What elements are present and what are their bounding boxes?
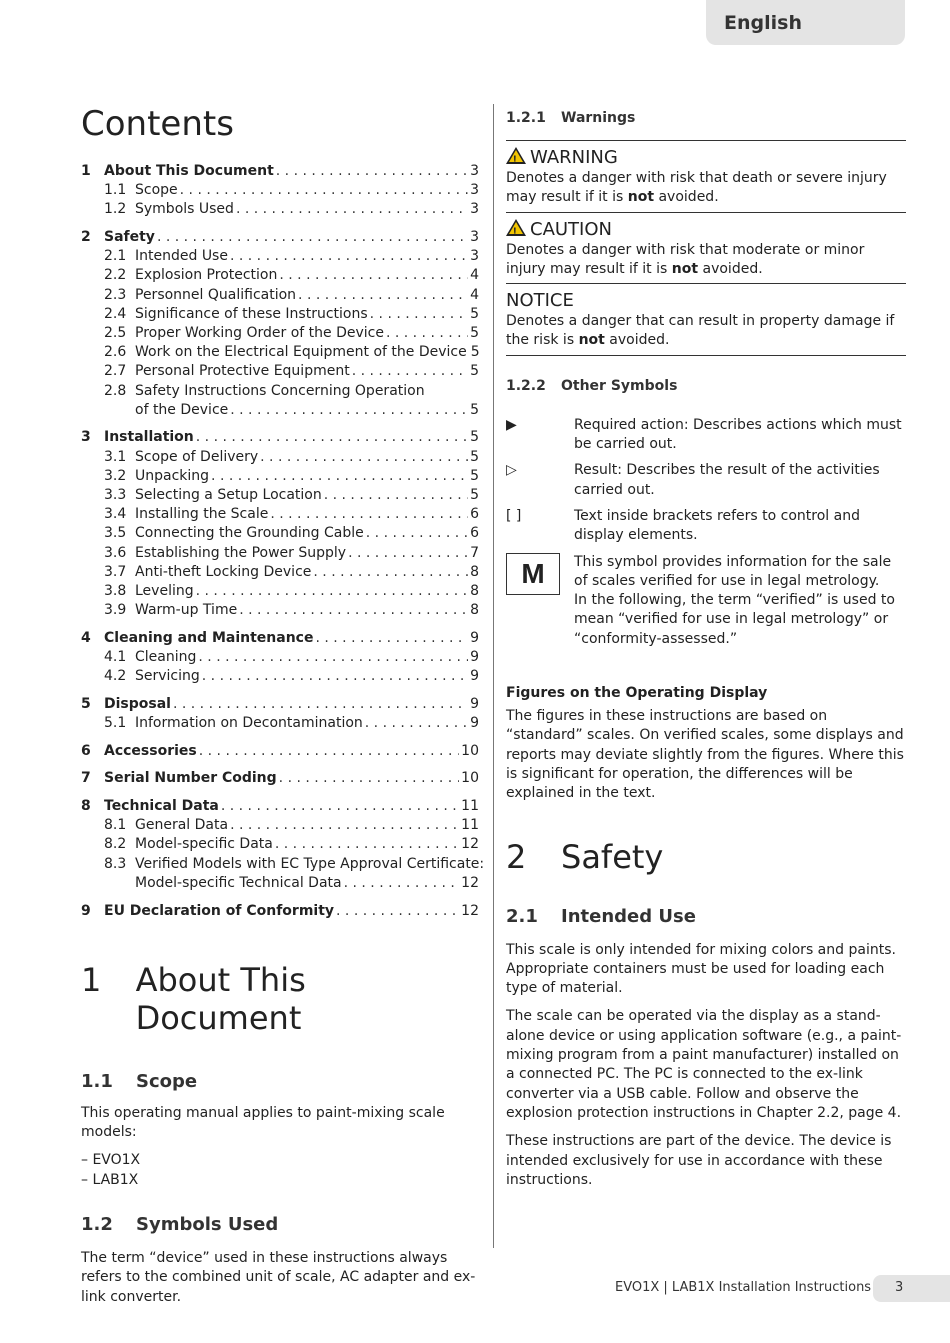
toc-page: 8 xyxy=(470,582,479,599)
toc-entry[interactable] xyxy=(81,544,479,563)
toc-entry[interactable] xyxy=(81,362,479,381)
toc-title: General Data xyxy=(135,817,229,834)
toc-page: 8 xyxy=(470,563,479,580)
model-list xyxy=(81,1151,479,1190)
toc-number: 2 xyxy=(81,229,91,246)
toc-number: 2.7 xyxy=(104,363,127,380)
toc-leader xyxy=(279,769,460,788)
toc-number: 3.9 xyxy=(104,602,127,619)
toc-page: 11 xyxy=(461,817,479,834)
toc-page: 10 xyxy=(461,770,479,787)
caution-label: CAUTION xyxy=(530,218,612,240)
language-tab xyxy=(706,0,905,45)
chapter-title: About This Document xyxy=(135,960,306,1037)
text-part: avoided. xyxy=(654,189,719,206)
toc-leader xyxy=(236,200,468,219)
list-item: – LAB1X xyxy=(81,1171,479,1190)
toc-entry[interactable] xyxy=(81,582,479,601)
section-number: 1.2.1 xyxy=(506,110,546,126)
brackets-icon: [ ] xyxy=(506,507,522,524)
toc-entry[interactable] xyxy=(81,629,479,648)
toc-leader xyxy=(276,162,468,181)
toc-page: 8 xyxy=(470,602,479,619)
toc-number: 3.4 xyxy=(104,506,127,523)
toc-leader xyxy=(196,428,468,447)
toc-page: 5 xyxy=(470,305,479,322)
section-title: Scope xyxy=(136,1070,198,1092)
language-label: English xyxy=(724,12,802,34)
section-1-1-heading xyxy=(81,1071,479,1092)
toc-title: of the Device xyxy=(135,401,229,418)
toc-leader xyxy=(336,902,459,921)
toc-gap xyxy=(81,893,479,902)
toc-leader xyxy=(270,505,468,524)
toc-title: Personal Protective Equipment xyxy=(135,363,350,380)
toc-entry[interactable] xyxy=(81,563,479,582)
text-part: Denotes a danger with risk that death or severe injury may result if it is xyxy=(506,170,887,206)
toc-title: Anti-theft Locking Device xyxy=(135,563,312,580)
page-number-box xyxy=(873,1275,950,1302)
divider-line xyxy=(506,283,906,284)
section-title: Intended Use xyxy=(561,905,696,927)
symbol-description: Text inside brackets refers to control and display elements. xyxy=(574,507,860,544)
symbol-description: Result: Describes the result of the activities carried out. xyxy=(574,462,880,498)
toc-title: Personnel Qualification xyxy=(135,286,297,303)
toc-entry[interactable] xyxy=(81,448,479,467)
toc-gap xyxy=(81,420,479,429)
toc-title: Selecting a Setup Location xyxy=(135,486,322,503)
toc-gap xyxy=(81,620,479,629)
symbols-used-text: The term “device” used in these instructions always refers to the combined unit of scale, AC adapter and ex-link converter. xyxy=(81,1249,476,1305)
toc-entry[interactable] xyxy=(81,742,479,761)
text-part: Denotes a danger that can result in property damage if the risk is xyxy=(506,313,895,349)
divider-line xyxy=(506,140,906,141)
toc-page: 9 xyxy=(470,629,479,646)
toc-entry[interactable] xyxy=(81,324,479,343)
toc-entry[interactable] xyxy=(81,505,479,524)
chapter-number: 1 xyxy=(81,960,102,999)
toc-title: Servicing xyxy=(135,668,200,685)
intended-use-para-2: The scale can be operated via the display as a stand-alone device or using application software (e.g., a paint-mixing program from a paint manufacturer) installed on a connected PC. The PC is connected to the ex-link converter via a USB cable. Follow and observe the explosion protection instructions in Chapter 2.2, page 4. xyxy=(506,1008,902,1121)
toc-leader xyxy=(365,714,468,733)
right-column xyxy=(506,104,906,1190)
toc-gap xyxy=(81,220,479,229)
toc-title: Proper Working Order of the Device xyxy=(135,324,384,341)
notice-title: NOTICE xyxy=(506,290,574,312)
toc-leader xyxy=(196,582,468,601)
toc-title: Cleaning xyxy=(135,648,197,665)
toc-leader xyxy=(198,648,468,667)
toc-title: Scope of Delivery xyxy=(135,448,259,465)
toc-entry[interactable] xyxy=(81,467,479,486)
caution-title xyxy=(506,219,906,241)
toc-page: 3 xyxy=(470,182,479,199)
toc-page: 3 xyxy=(470,229,479,246)
toc-title: Work on the Electrical Equipment of the Device xyxy=(135,344,467,361)
warning-text xyxy=(506,169,906,208)
section-number: 1.2 xyxy=(81,1213,113,1235)
toc-number: 2.4 xyxy=(104,305,127,322)
play-outline-icon: ▷ xyxy=(506,462,517,479)
left-column xyxy=(81,104,485,1307)
toc-title: Installing the Scale xyxy=(135,506,269,523)
toc-leader xyxy=(180,181,468,200)
toc-leader xyxy=(157,228,468,247)
metrology-m-icon: M xyxy=(506,553,560,595)
toc-title: Significance of these Instructions xyxy=(135,305,368,322)
chapter-1-heading xyxy=(81,961,479,1037)
toc-title: About This Document xyxy=(104,162,274,179)
toc-title: Connecting the Grounding Cable xyxy=(135,525,364,542)
toc-gap xyxy=(81,686,479,695)
toc-number: 3.7 xyxy=(104,563,127,580)
toc-page: 10 xyxy=(461,742,479,759)
toc-number: 2.1 xyxy=(104,248,127,265)
divider-line xyxy=(506,212,906,213)
toc-leader xyxy=(370,305,468,324)
section-title: Symbols Used xyxy=(136,1213,279,1235)
toc-number: 6 xyxy=(81,742,91,759)
toc-title: Scope xyxy=(135,182,178,199)
toc-page: 12 xyxy=(461,874,479,891)
caution-triangle-icon xyxy=(506,219,526,236)
toc-title: EU Declaration of Conformity xyxy=(104,902,335,919)
symbol-list xyxy=(506,416,906,649)
toc-entry[interactable] xyxy=(81,797,479,816)
toc-entry[interactable] xyxy=(81,855,485,874)
chapter-title: Safety xyxy=(561,837,664,876)
toc-page: 5 xyxy=(470,429,479,446)
toc-page: 5 xyxy=(470,344,480,361)
toc-leader xyxy=(275,835,459,854)
text-part: avoided. xyxy=(698,260,763,277)
symbol-description xyxy=(574,553,906,649)
toc-page: 3 xyxy=(470,248,479,265)
toc-entry[interactable] xyxy=(81,648,479,667)
symbol-row-result xyxy=(506,461,906,500)
section-number: 2.1 xyxy=(506,905,538,927)
warning-title xyxy=(506,147,906,169)
section-number: 1.2.2 xyxy=(506,377,546,394)
toc-leader xyxy=(230,816,459,835)
figures-heading: Figures on the Operating Display xyxy=(506,685,768,702)
toc-number: 2.5 xyxy=(104,324,127,341)
toc-title: Unpacking xyxy=(135,467,210,484)
toc-page: 3 xyxy=(470,162,479,179)
toc-leader xyxy=(324,486,468,505)
footer-title: EVO1X | LAB1X Installation Instructions xyxy=(615,1280,872,1295)
warning-triangle-icon xyxy=(506,147,526,164)
chapter-number: 2 xyxy=(506,837,527,876)
toc-leader xyxy=(230,247,468,266)
toc-number: 2.8 xyxy=(104,382,127,399)
toc-entry[interactable] xyxy=(81,382,479,401)
toc-page: 3 xyxy=(470,201,479,218)
toc-number: 3.8 xyxy=(104,582,127,599)
toc-number: 1.1 xyxy=(104,182,127,199)
toc-title: Technical Data xyxy=(104,798,219,815)
toc-entry[interactable] xyxy=(81,428,479,447)
toc-gap xyxy=(81,733,479,742)
list-item: – EVO1X xyxy=(81,1151,479,1170)
toc-leader xyxy=(315,629,468,648)
toc-leader xyxy=(173,695,468,714)
toc-leader xyxy=(260,448,468,467)
toc-page: 5 xyxy=(470,363,479,380)
toc-number: 4.2 xyxy=(104,668,127,685)
section-1-2-heading xyxy=(81,1214,479,1235)
toc-entry[interactable] xyxy=(81,874,479,893)
toc-leader xyxy=(202,667,468,686)
toc-title: Verified Models with EC Type Approval Certificate: xyxy=(135,855,485,872)
toc-leader xyxy=(348,544,468,563)
toc-entry[interactable] xyxy=(81,247,479,266)
text-part: In the following, the term “verified” is used to mean “verified for use in legal metrology” or “conformity-assessed.” xyxy=(574,592,895,647)
toc-page: 4 xyxy=(470,267,479,284)
toc-entry[interactable] xyxy=(81,816,479,835)
toc-leader xyxy=(386,324,468,343)
toc-entry[interactable] xyxy=(81,667,479,686)
toc-leader xyxy=(230,401,468,420)
toc-page: 6 xyxy=(470,525,479,542)
toc-number: 3 xyxy=(81,429,91,446)
divider-line xyxy=(506,355,906,356)
toc-number: 2.3 xyxy=(104,286,127,303)
toc-leader xyxy=(279,266,468,285)
toc-leader xyxy=(352,362,468,381)
toc-page: 4 xyxy=(470,286,479,303)
toc-title: Leveling xyxy=(135,582,194,599)
toc-number: 1.2 xyxy=(104,201,127,218)
toc-entry[interactable] xyxy=(81,401,479,420)
toc-title: Model-specific Data xyxy=(135,836,273,853)
toc-number: 8.1 xyxy=(104,817,127,834)
toc-page: 5 xyxy=(470,448,479,465)
symbol-row-metrology xyxy=(506,553,906,649)
toc-number: 1 xyxy=(81,162,91,179)
toc-number: 5 xyxy=(81,695,91,712)
toc-number: 3.1 xyxy=(104,448,127,465)
section-title: Other Symbols xyxy=(561,377,678,394)
toc-number: 3.6 xyxy=(104,544,127,561)
toc-entry[interactable] xyxy=(81,228,479,247)
text-emphasis: not xyxy=(578,332,605,349)
symbol-cell xyxy=(506,553,574,649)
toc-leader xyxy=(366,524,468,543)
toc-entry[interactable] xyxy=(81,769,479,788)
scope-text: This operating manual applies to paint-mixing scale models: xyxy=(81,1104,445,1141)
toc-page: 9 xyxy=(470,668,479,685)
toc-leader xyxy=(199,742,459,761)
toc-entry[interactable] xyxy=(81,714,479,733)
toc-entry[interactable] xyxy=(81,902,479,921)
toc-number: 2.6 xyxy=(104,344,127,361)
toc-title: Information on Decontamination xyxy=(135,715,363,732)
toc-entry[interactable] xyxy=(81,266,479,285)
toc-page: 11 xyxy=(461,798,479,815)
toc-entry[interactable] xyxy=(81,486,479,505)
text-part: This symbol provides information for the sale of scales verified for use in legal metrology. xyxy=(574,553,892,589)
toc-entry[interactable] xyxy=(81,200,479,219)
toc-leader xyxy=(344,874,460,893)
toc-entry[interactable] xyxy=(81,286,479,305)
toc-page: 9 xyxy=(470,695,479,712)
toc-title: Disposal xyxy=(104,695,171,712)
text-part: avoided. xyxy=(604,332,670,349)
other-symbols-heading xyxy=(506,378,906,394)
toc-page: 5 xyxy=(470,401,479,418)
toc-page: 5 xyxy=(470,324,479,341)
toc-gap xyxy=(81,789,479,798)
toc-number: 4.1 xyxy=(104,648,127,665)
toc-page: 12 xyxy=(461,902,479,919)
toc-title: Symbols Used xyxy=(135,201,234,218)
text-emphasis: not xyxy=(627,189,655,206)
toc-title: Serial Number Coding xyxy=(104,770,277,787)
toc-number: 3.2 xyxy=(104,467,127,484)
toc-gap xyxy=(81,761,479,770)
toc-entry[interactable] xyxy=(81,162,479,181)
toc-number: 7 xyxy=(81,770,91,787)
toc-number: 9 xyxy=(81,902,91,919)
text-part: Denotes a danger with risk that moderate or minor injury may result if it is xyxy=(506,241,865,277)
symbol-row-brackets xyxy=(506,507,906,546)
toc-leader xyxy=(313,563,468,582)
toc-title: Explosion Protection xyxy=(135,267,278,284)
page-number: 3 xyxy=(895,1280,904,1295)
figures-text: The figures in these instructions are based on “standard” scales. On verified scales, some displays and reports may deviate slightly from the figures. Where this is significant for operation, the differences will be explained in the text. xyxy=(506,708,904,802)
toc-leader xyxy=(239,601,468,620)
toc-title: Installation xyxy=(104,429,194,446)
toc-page: 5 xyxy=(470,467,479,484)
toc-title: Safety xyxy=(104,229,155,246)
toc-entry[interactable] xyxy=(81,343,479,362)
toc-number: 5.1 xyxy=(104,715,127,732)
toc-page: 9 xyxy=(470,648,479,665)
section-2-1-heading xyxy=(506,906,906,927)
caution-text xyxy=(506,241,906,280)
toc-page: 9 xyxy=(470,715,479,732)
section-number: 1.1 xyxy=(81,1070,113,1092)
intended-use-para-3: These instructions are part of the device. The device is intended exclusively for use in accordance with these instructions. xyxy=(506,1133,892,1188)
toc-leader xyxy=(211,467,468,486)
toc-entry[interactable] xyxy=(81,181,479,200)
symbol-row-action xyxy=(506,416,906,455)
chapter-2-heading xyxy=(506,838,906,876)
toc-title: Model-specific Technical Data xyxy=(135,874,342,891)
section-title: Warnings xyxy=(561,110,636,126)
intended-use-para-1: This scale is only intended for mixing colors and paints. Appropriate containers must be used for loading each type of material. xyxy=(506,941,896,997)
toc-number: 8 xyxy=(81,798,91,815)
toc-leader xyxy=(298,286,468,305)
toc-title: Intended Use xyxy=(135,248,228,265)
toc-entry[interactable] xyxy=(81,601,479,620)
toc-number: 8.2 xyxy=(104,836,127,853)
toc-number: 8.3 xyxy=(104,855,127,872)
toc-title: Establishing the Power Supply xyxy=(135,544,347,561)
text-emphasis: not xyxy=(671,260,699,277)
toc-entry[interactable] xyxy=(81,836,479,855)
toc-title: Warm-up Time xyxy=(135,602,238,619)
toc-title: Cleaning and Maintenance xyxy=(104,629,314,646)
symbol-description: Required action: Describes actions which must be carried out. xyxy=(574,416,902,453)
toc-entry[interactable] xyxy=(81,305,479,324)
toc-leader xyxy=(221,797,459,816)
toc-title: Accessories xyxy=(104,742,197,759)
toc-number: 4 xyxy=(81,629,91,646)
table-of-contents xyxy=(81,162,485,921)
contents-heading: Contents xyxy=(81,104,234,144)
toc-page: 5 xyxy=(470,486,479,503)
notice-text xyxy=(506,312,906,351)
toc-entry[interactable] xyxy=(81,695,479,714)
toc-number: 3.3 xyxy=(104,486,127,503)
warning-label: WARNING xyxy=(530,147,618,168)
column-divider xyxy=(493,104,494,1248)
toc-page: 7 xyxy=(470,544,479,561)
toc-number: 3.5 xyxy=(104,525,127,542)
toc-title: Safety Instructions Concerning Operation xyxy=(135,382,425,399)
toc-number: 2.2 xyxy=(104,267,127,284)
toc-page: 12 xyxy=(461,836,479,853)
warnings-heading xyxy=(506,110,906,126)
toc-entry[interactable] xyxy=(81,524,479,543)
play-filled-icon: ▶ xyxy=(506,416,517,433)
toc-page: 6 xyxy=(470,506,479,523)
